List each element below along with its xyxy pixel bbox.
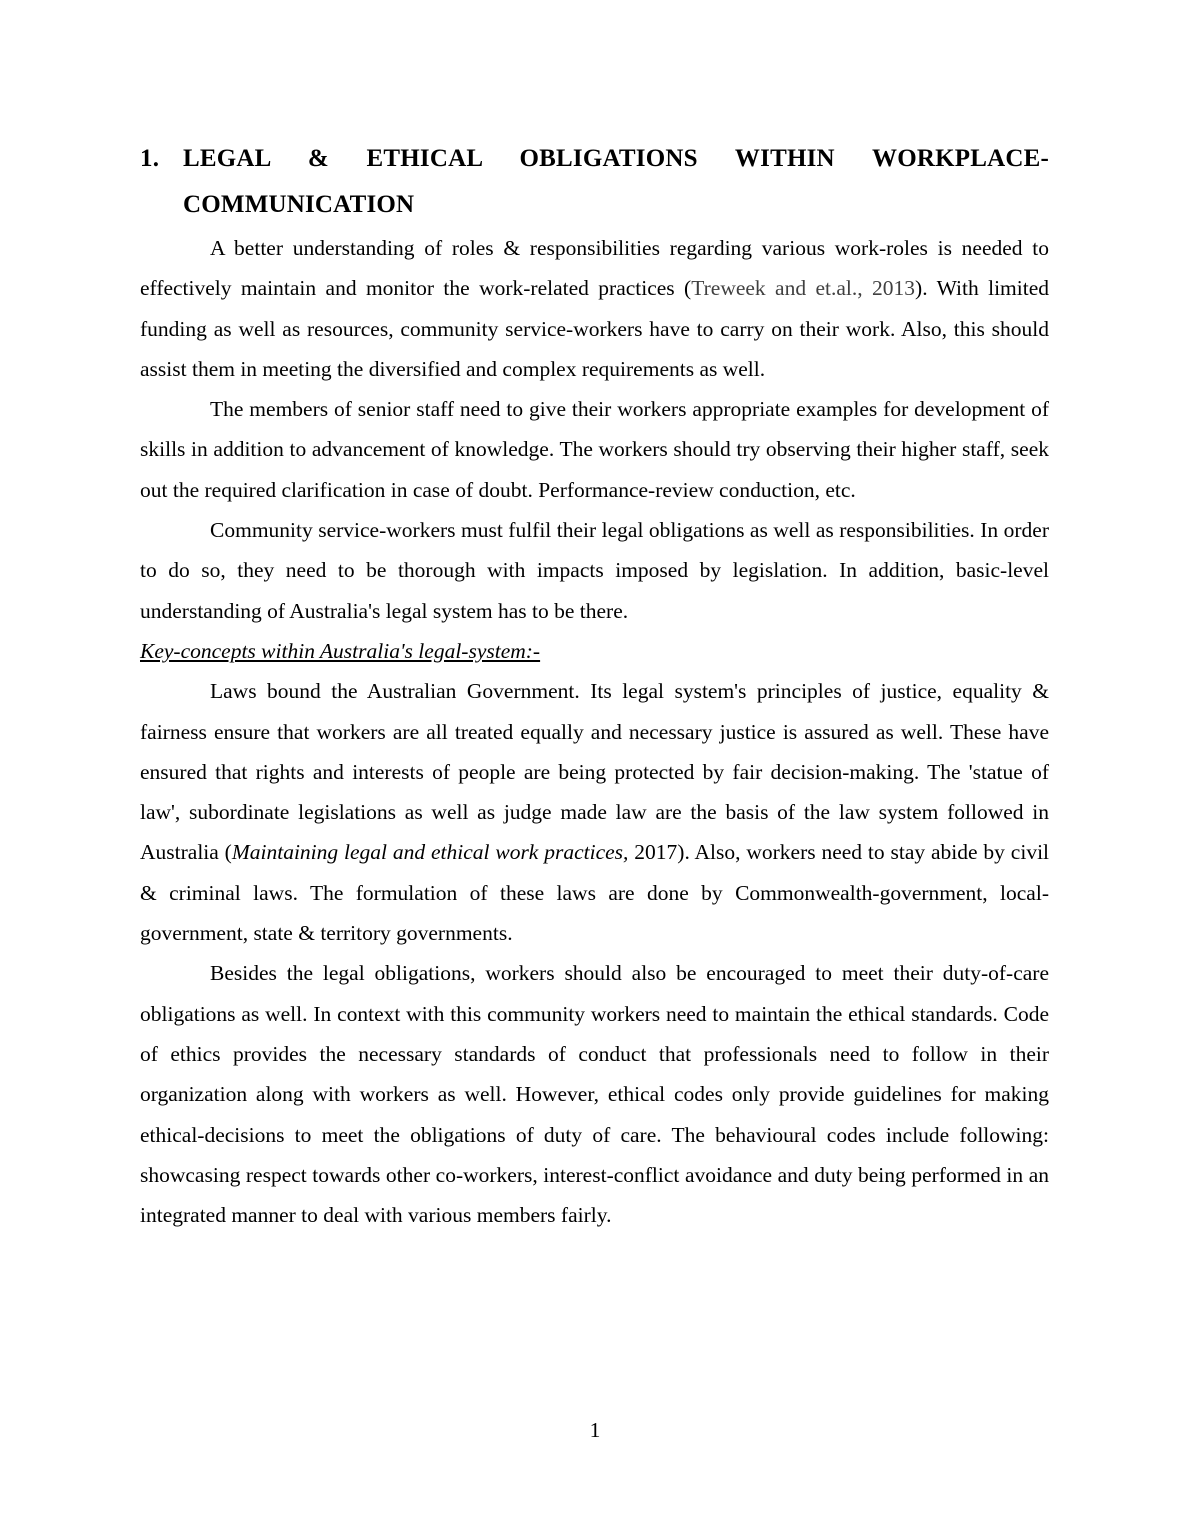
citation-year: 2017 — [628, 840, 678, 865]
page-content — [140, 136, 1049, 1235]
section-number: 1. — [140, 145, 160, 172]
paragraph-text: ). Also, workers need to stay abide by civil & criminal laws. The formulation of these laws are done by Commonwealth-government, local-government, state & territory governments. — [140, 840, 1050, 946]
paragraph-duty-of-care: Besides the legal obligations, workers should also be encouraged to meet their duty-of-care obligations as well. In context with this community workers need to maintain the ethical standards. Code of ethics provides the necessary standards of conduct that professionals need to follow in their organization along with workers as well. However, ethical codes only provide guidelines for making ethical-decisions to meet the obligations of duty of care. The behavioural codes include following: showcasing respect towards other co-workers, interest-conflict avoidance and duty being performed in an integrated manner to deal with various members fairly. — [140, 961, 1049, 1228]
paragraph-senior-staff: The members of senior staff need to give their workers appropriate examples for development of skills in addition to advancement of knowledge. The workers should try observing their higher staff, seek out the required clarification in case of doubt. Performance-review conduction, etc. — [140, 397, 1049, 502]
paragraph-legal-obligations: Community service-workers must fulfil their legal obligations as well as responsibilities. In order to do so, they need to be thorough with impacts imposed by legislation. In addition, basic-level understanding of Australia's legal system has to be there. — [140, 518, 1049, 623]
citation-maintaining-legal: Maintaining legal and ethical work practices, — [231, 840, 629, 865]
paragraph-australian-law — [140, 671, 1049, 953]
page-number: 1 — [589, 1418, 601, 1442]
paragraph-text: A better understanding of roles & responsibilities regarding various work-roles is needed to effectively maintain and monitor the work-related practices ( — [140, 236, 1049, 301]
paragraph-text: Laws bound the Australian Government. Its legal system's principles of justice, equality & fairness ensure that workers are all treated equally and necessary justice is assured as well. These have ensured that rights and interests of people are being protected by fair decision-making. The 'statue of law', subordinate legislations as well as judge made law are the basis of the law system followed in Australia ( — [140, 679, 1049, 865]
section-title: LEGAL & ETHICAL OBLIGATIONS WITHIN WORKPLACE-COMMUNICATION — [183, 145, 1049, 218]
paragraph-roles-responsibilities — [140, 228, 1049, 389]
citation-treweek: Treweek and et.al., 2013 — [691, 276, 916, 301]
section-heading — [140, 136, 1049, 228]
subheading-key-concepts: Key-concepts within Australia's legal-system:- — [140, 638, 541, 663]
paragraph-text: ). With limited funding as well as resources, community service-workers have to carry on their work. Also, this should assist them in meeting the diversified and complex requirements as well. — [140, 276, 1050, 381]
